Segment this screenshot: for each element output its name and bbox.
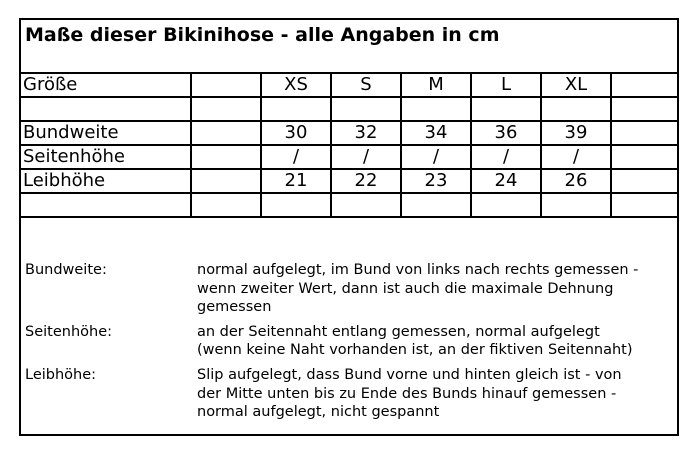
note-seitenhoehe — [25, 323, 675, 360]
note-line: (wenn keine Naht vorhanden ist, an der fiktiven Seitennaht) — [197, 342, 633, 359]
note-line: normal aufgelegt, im Bund von links nach rechts gemessen - — [197, 262, 639, 278]
row-label: Bundweite — [21, 121, 191, 145]
empty-cell — [611, 73, 677, 97]
table-cell: 30 — [261, 121, 331, 145]
note-line: Slip aufgelegt, dass Bund vorne und hinten gleich ist - von — [197, 366, 622, 383]
table-cell: 22 — [331, 169, 401, 193]
row-label: Seitenhöhe — [21, 145, 191, 169]
note-term: Leibhöhe: — [25, 366, 97, 383]
note-line: der Mitte unten bis zu Ende des Bunds hinauf gemessen - — [197, 385, 617, 402]
note-line: normal aufgelegt, nicht gespannt — [197, 404, 440, 421]
note-term: Seitenhöhe: — [25, 323, 113, 340]
note-description — [197, 323, 675, 360]
note-description — [197, 366, 675, 422]
note-description — [197, 261, 675, 317]
measurement-notes — [25, 261, 675, 428]
empty-cell — [191, 169, 261, 193]
table-cell: 23 — [401, 169, 471, 193]
size-l: L — [471, 73, 541, 97]
row-label: Leibhöhe — [21, 169, 191, 193]
empty-cell — [191, 121, 261, 145]
table-cell: / — [331, 145, 401, 169]
empty-row — [21, 193, 677, 217]
table-header-row — [21, 73, 677, 97]
note-term: Bundweite: — [25, 262, 107, 278]
size-header-label: Größe — [21, 73, 191, 97]
table-cell: / — [261, 145, 331, 169]
table-cell: 32 — [331, 121, 401, 145]
table-cell: 26 — [541, 169, 611, 193]
empty-row — [21, 97, 677, 121]
size-m: M — [401, 73, 471, 97]
size-xl: XL — [541, 73, 611, 97]
size-xs: XS — [261, 73, 331, 97]
table-cell: 34 — [401, 121, 471, 145]
size-s: S — [331, 73, 401, 97]
page-title: Maße dieser Bikinihose - alle Angaben in cm — [25, 24, 500, 46]
empty-cell — [611, 121, 677, 145]
empty-cell — [611, 145, 677, 169]
table-cell: / — [541, 145, 611, 169]
table-cell: / — [401, 145, 471, 169]
note-bundweite — [25, 261, 675, 317]
note-line: gemessen — [197, 299, 272, 316]
table-cell: 36 — [471, 121, 541, 145]
table-cell: 39 — [541, 121, 611, 145]
table-row — [21, 169, 677, 193]
table-row — [21, 145, 677, 169]
table-row — [21, 121, 677, 145]
note-line: an der Seitennaht entlang gemessen, normal aufgelegt — [197, 323, 600, 340]
note-leibhoehe — [25, 366, 675, 422]
table-cell: / — [471, 145, 541, 169]
empty-cell — [611, 169, 677, 193]
table-cell: 24 — [471, 169, 541, 193]
empty-cell — [191, 73, 261, 97]
size-chart-sheet — [19, 18, 679, 436]
empty-cell — [191, 145, 261, 169]
note-line: wenn zweiter Wert, dann ist auch die maximale Dehnung — [197, 280, 614, 297]
table-cell: 21 — [261, 169, 331, 193]
size-table — [21, 72, 677, 218]
